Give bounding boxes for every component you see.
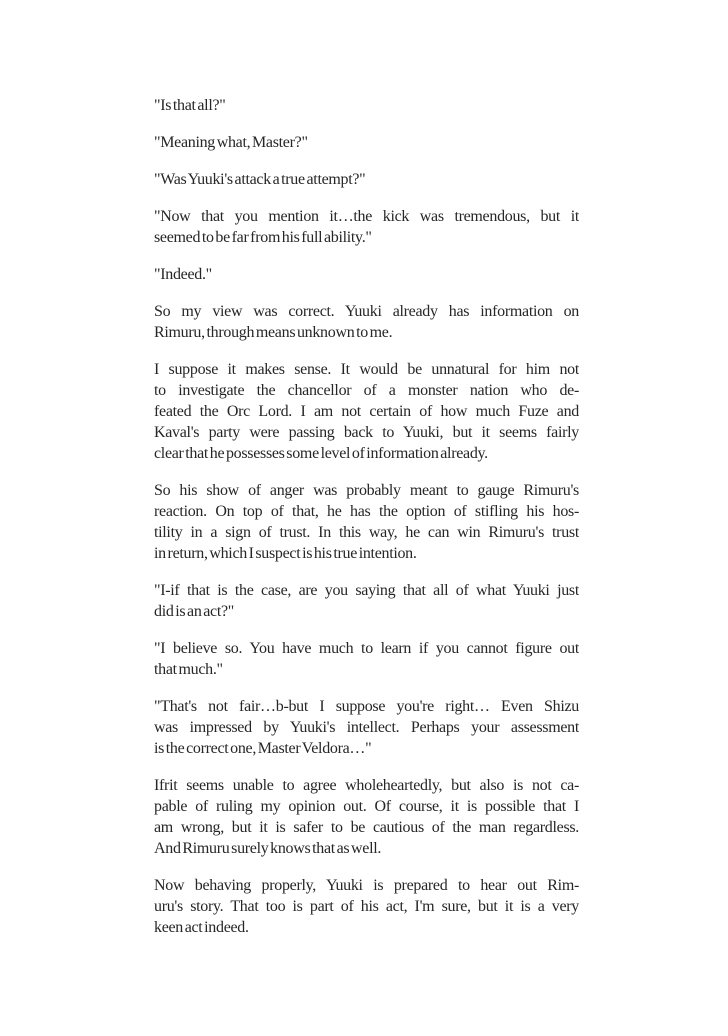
- text-line: "That's not fair…b-but I suppose you're right… Even Shizu: [154, 698, 579, 715]
- text-line: Kaval's party were passing back to Yuuki, but it seems fairly: [154, 424, 579, 441]
- paragraph: [154, 169, 579, 190]
- paragraph: [154, 264, 579, 285]
- text-line: Now behaving properly, Yuuki is prepared to hear out Rim-: [154, 877, 579, 894]
- text-line: in return, which I suspect is his true intention.: [154, 545, 417, 562]
- text-line: "Is that all?": [154, 97, 226, 114]
- text-line: Ifrit seems unable to agree wholeheartedly, but also is not ca-: [154, 777, 579, 794]
- text-line: uru's story. That too is part of his act, I'm sure, but it is a very: [154, 898, 579, 915]
- text-line: pable of ruling my opinion out. Of course, it is possible that I: [154, 798, 579, 815]
- text-line: clear that he possesses some level of information already.: [154, 445, 488, 462]
- text-line: that much.": [154, 661, 223, 678]
- paragraph: [154, 301, 579, 343]
- text-line: I suppose it makes sense. It would be unnatural for him not: [154, 361, 579, 378]
- text-line: "Meaning what, Master?": [154, 134, 308, 151]
- text-line: to investigate the chancellor of a monster nation who de-: [154, 382, 579, 399]
- text-line: "I-if that is the case, are you saying that all of what Yuuki just: [154, 582, 579, 599]
- text-line: did is an act?": [154, 603, 235, 620]
- text-line: seemed to be far from his full ability.": [154, 229, 372, 246]
- text-line: So his show of anger was probably meant to gauge Rimuru's: [154, 482, 579, 499]
- text-line: am wrong, but it is safer to be cautious of the man regardless.: [154, 819, 579, 836]
- paragraph: [154, 775, 579, 859]
- text-line: "I believe so. You have much to learn if you cannot figure out: [154, 640, 579, 657]
- paragraph: [154, 132, 579, 153]
- paragraph: [154, 95, 579, 116]
- paragraph: [154, 206, 579, 248]
- text-line: keen act indeed.: [154, 919, 249, 936]
- paragraph: [154, 580, 579, 622]
- paragraph: [154, 696, 579, 759]
- text-line: "Was Yuuki's attack a true attempt?": [154, 171, 366, 188]
- text-line: reaction. On top of that, he has the option of stifling his hos-: [154, 503, 579, 520]
- text-line: tility in a sign of trust. In this way, he can win Rimuru's trust: [154, 524, 579, 541]
- text-line: "Indeed.": [154, 266, 212, 283]
- paragraph: [154, 359, 579, 464]
- text-line: feated the Orc Lord. I am not certain of how much Fuze and: [154, 403, 579, 420]
- text-line: So my view was correct. Yuuki already has information on: [154, 303, 579, 320]
- paragraph: [154, 638, 579, 680]
- text-line: And Rimuru surely knows that as well.: [154, 840, 382, 857]
- paragraph: [154, 480, 579, 564]
- text-line: Rimuru, through means unknown to me.: [154, 324, 393, 341]
- paragraph: [154, 875, 579, 938]
- text-line: "Now that you mention it…the kick was tremendous, but it: [154, 208, 579, 225]
- page-text-block: [154, 95, 579, 954]
- text-line: was impressed by Yuuki's intellect. Perhaps your assessment: [154, 719, 579, 736]
- text-line: is the correct one, Master Veldora…": [154, 740, 372, 757]
